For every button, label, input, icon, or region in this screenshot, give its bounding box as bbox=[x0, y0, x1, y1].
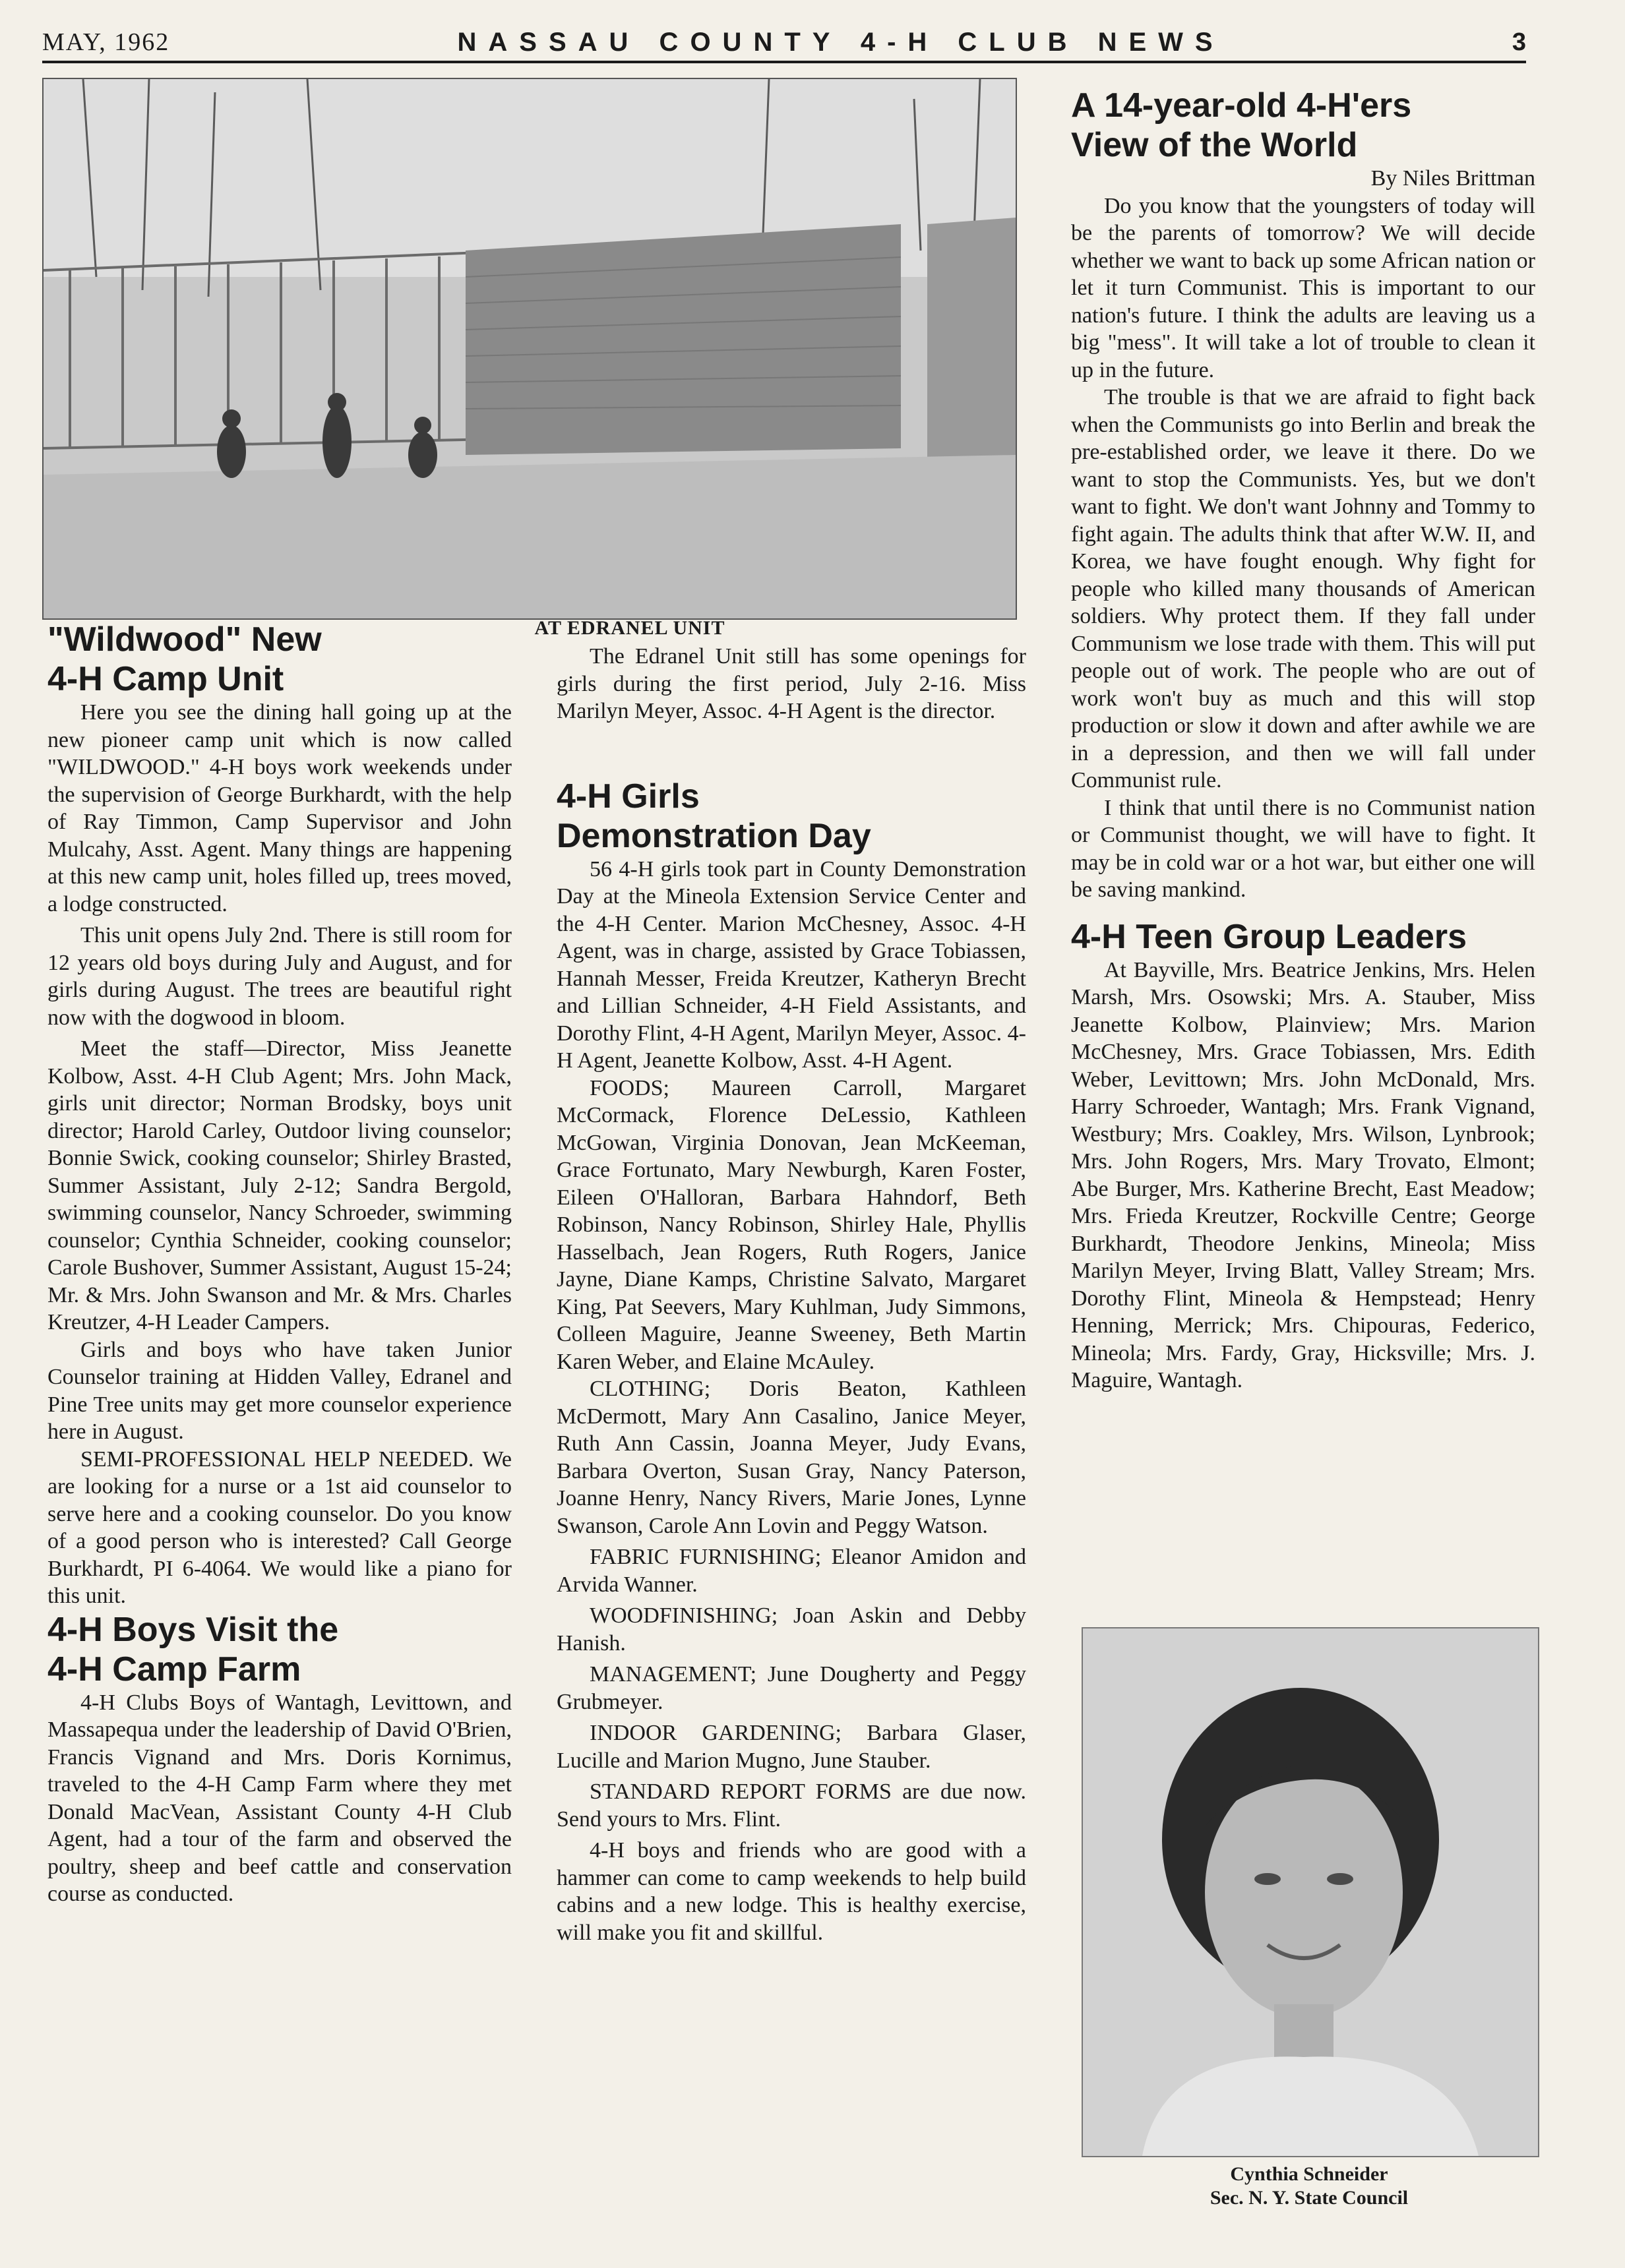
headline-wildwood-line2: 4-H Camp Unit bbox=[47, 660, 284, 698]
issue-date: MAY, 1962 bbox=[42, 28, 170, 56]
girls-paragraph: 4-H boys and friends who are good with a hammer can come to camp weekends to help build cabins and a new lodge. This is healthy exercise, will make you fit and skillful. bbox=[557, 1838, 1026, 1945]
headline-view-line1: A 14-year-old 4-H'ers bbox=[1071, 86, 1412, 125]
portrait-photo bbox=[1082, 1627, 1539, 2157]
headline-farm bbox=[47, 1610, 512, 1689]
headline-girls-line2: Demonstration Day bbox=[557, 816, 871, 855]
portrait-caption bbox=[1082, 2163, 1537, 2210]
masthead bbox=[42, 24, 1526, 63]
column-right bbox=[1071, 86, 1535, 1394]
view-paragraph: The trouble is that we are afraid to fight back when the Communists go into Berlin and break the pre-established order, we leave it there. Do we want to stop the Communists. Yes, but we don't want to fight. We don't want Johnny and Tommy to fight again. The adults think that after W.W. II, and Korea, we have fought enough. Why fight for people who killed many thousands of American soldiers. Why protect them. If they fall under Communism we lose trade with them. This will put people out of work. The people who are out of work won't buy as much and this will stop production or slow it down and after awhile we are in a depression, and then we will fall under Communist rule. bbox=[1071, 385, 1535, 792]
portrait-name: Cynthia Schneider bbox=[1230, 2163, 1388, 2185]
headline-girls-line1: 4-H Girls bbox=[557, 777, 700, 816]
portrait-title: Sec. N. Y. State Council bbox=[1210, 2187, 1409, 2209]
byline: By Niles Brittman bbox=[1370, 166, 1535, 191]
girls-paragraph: STANDARD REPORT FORMS are due now. Send yours to Mrs. Flint. bbox=[557, 1779, 1026, 1832]
girls-paragraph: CLOTHING; Doris Beaton, Kathleen McDermott, Mary Ann Casalino, Janice Meyer, Ruth Ann Cassin, Joanna Meyer, Judy Evans, Barbara Overton, Susan Gray, Nancy Paterson, Joanne Henry, Nancy Rivers, Marie Jones, Lynne Swanson, Carole Ann Lovin and Peggy Watson. bbox=[557, 1377, 1026, 1538]
girls-paragraph: MANAGEMENT; June Dougherty and Peggy Grubmeyer. bbox=[557, 1662, 1026, 1714]
newspaper-title: NASSAU COUNTY 4-H CLUB NEWS bbox=[457, 27, 1225, 57]
girls-paragraph: FOODS; Maureen Carroll, Margaret McCormack, Florence DeLessio, Kathleen McGowan, Virginia Donovan, Jean McKeeman, Grace Fortunato, Mary Newburgh, Karen Foster, Eileen O'Halloran, Barbara Hahndorf, Beth Robinson, Nancy Robinson, Shirley Hale, Phyllis Hasselbach, Jean Rogers, Ruth Rogers, Janice Jayne, Diane Kamps, Christine Salvato, Margaret King, Pat Seevers, Mary Kuhlman, Judy Simmons, Colleen Maguire, Jeanne Sweeney, Beth Martin Karen Weber, and Elaine McAuley. bbox=[557, 1075, 1026, 1374]
wildwood-paragraph: SEMI-PROFESSIONAL HELP NEEDED. We are looking for a nurse or a 1st aid counselor to serve here and a cooking counselor. Do you know of a good person who is interested? Call George Burkhardt, PI 6-4064. We would like a piano for this unit. bbox=[47, 1447, 512, 1608]
girls-paragraph: FABRIC FURNISHING; Eleanor Amidon and Arvida Wanner. bbox=[557, 1545, 1026, 1597]
edranel-paragraph: The Edranel Unit still has some openings for girls during the first period, July 2-16. Miss Marilyn Meyer, Assoc. 4-H Agent is the director. bbox=[557, 644, 1026, 723]
girls-paragraph: WOODFINISHING; Joan Askin and Debby Hanish. bbox=[557, 1603, 1026, 1656]
farm-paragraph: 4-H Clubs Boys of Wantagh, Levittown, and Massapequa under the leadership of David O'Brien, Francis Vignand and Mrs. Doris Kornimus, traveled to the 4-H Camp Farm where they met Donald MacVean, Assistant County 4-H Club Agent, had a tour of the farm and observed the poultry, sheep and beef cattle and conservation course as conducted. bbox=[47, 1690, 512, 1906]
girls-paragraph: 56 4-H girls took part in County Demonstration Day at the Mineola Extension Service Center and the 4-H Center. Marion McChesney, Assoc. 4-H Agent, was in charge, assisted by Grace Tobiassen, Hannah Messer, Freida Kreutzer, Katheryn Brecht and Lillian Schneider, 4-H Field Assistants, and Dorothy Flint, 4-H Agent, Marilyn Meyer, Assoc. 4-H Agent, Jeanette Kolbow, Asst. 4-H Agent. bbox=[557, 856, 1026, 1073]
wildwood-paragraph: This unit opens July 2nd. There is still room for 12 years old boys during July and August, and for girls during August. The trees are beautiful right now with the dogwood in bloom. bbox=[47, 923, 512, 1030]
wildwood-paragraph: Girls and boys who have taken Junior Counselor training at Hidden Valley, Edranel and Pine Tree units may get more counselor experience here in August. bbox=[47, 1337, 512, 1444]
headline-farm-line2: 4-H Camp Farm bbox=[47, 1650, 301, 1688]
view-paragraph: I think that until there is no Communist nation or Communist thought, we will have to fight. It may be in cold war or a hot war, but either one will be saving mankind. bbox=[1071, 795, 1535, 902]
headline-world-view bbox=[1071, 86, 1535, 165]
view-paragraph: Do you know that the youngsters of today will be the parents of tomorrow? We will decide whether we want to back up some African nation or let it turn Communist. This is important to our nation's future. I think the adults are leaving us a big "mess". It will take a lot of trouble to clean it up in the future. bbox=[1071, 193, 1535, 382]
headline-farm-line1: 4-H Boys Visit the bbox=[47, 1610, 339, 1649]
girls-paragraph: INDOOR GARDENING; Barbara Glaser, Lucille and Marion Mugno, June Stauber. bbox=[557, 1721, 1026, 1773]
column-middle bbox=[557, 643, 1026, 1946]
page-number: 3 bbox=[1512, 28, 1526, 56]
teen-paragraph: At Bayville, Mrs. Beatrice Jenkins, Mrs. Helen Marsh, Mrs. Osowski; Mrs. A. Stauber, Miss Jeanette Kolbow, Plainview; Mrs. Marion McChesney, Mrs. Grace Tobiassen, Mrs. Edith Weber, Levittown; Mrs. John McDonald, Mrs. Harry Schroeder, Wantagh; Mrs. Frank Vignand, Westbury; Mrs. Coakley, Mrs. Wilson, Lynbrook; Mrs. John Rogers, Mrs. Mary Trovato, Elmont; Abe Burger, Mrs. Katherine Brecht, East Meadow; Mrs. Frieda Kreutzer, Rockville Centre; George Burkhardt, Theodore Jenkins, Mineola; Miss Marilyn Meyer, Irving Blatt, Valley Stream; Mrs. Dorothy Flint, Mineola & Hempstead; Henry Henning, Merrick; Mrs. Chipouras, Federico, Mineola; Mrs. Fardy, Gray, Hicksville; Mrs. J. Maguire, Wantagh. bbox=[1071, 957, 1535, 1392]
photo-caption: AT EDRANEL UNIT bbox=[534, 617, 725, 639]
headline-wildwood-line1: "Wildwood" New bbox=[47, 620, 322, 659]
construction-photo bbox=[42, 78, 1017, 620]
headline-teen-leaders: 4-H Teen Group Leaders bbox=[1071, 917, 1467, 956]
headline-view-line2: View of the World bbox=[1071, 126, 1358, 164]
headline-girls-demo bbox=[557, 777, 1026, 856]
column-left bbox=[47, 620, 512, 1908]
headline-wildwood bbox=[47, 620, 512, 699]
wildwood-paragraph: Here you see the dining hall going up at the new pioneer camp unit which is now called "WILDWOOD." 4-H boys work weekends under the supervision of George Burkhardt, with the help of Ray Timmon, Camp Supervisor and John Mulcahy, Asst. Agent. Many things are happening at this new camp unit, holes filled up, trees moved, a lodge constructed. bbox=[47, 700, 512, 916]
wildwood-paragraph: Meet the staff—Director, Miss Jeanette Kolbow, Asst. 4-H Club Agent; Mrs. John Mack, girls unit director; Norman Brodsky, boys unit director; Harold Carley, Outdoor living counselor; Bonnie Swick, cooking counselor; Shirley Brasted, Summer Assistant, July 2-12; Sandra Bergold, swimming counselor, Nancy Schroeder, swimming counselor; Cynthia Schneider, cooking counselor; Carole Bushover, Summer Assistant, August 15-24; Mr. & Mrs. John Swanson and Mr. & Mrs. Charles Kreutzer, 4-H Leader Campers. bbox=[47, 1036, 512, 1334]
